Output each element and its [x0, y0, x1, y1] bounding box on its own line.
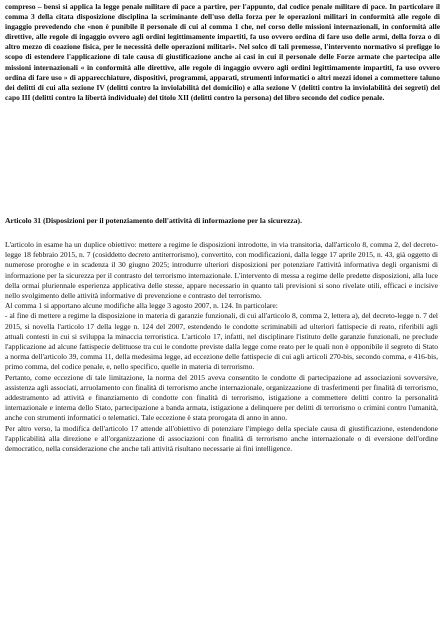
article-heading: Articolo 31 (Disposizioni per il potenziamento dell'attività di informazione per la sicurezza). [5, 216, 302, 225]
paragraph-per-altro-verso: Per altro verso, la modifica dell'articolo 17 attende all'obiettivo di potenziare l'impiego della speciale causa di giustificazione, estendendone l'applicabilità alla direzione e all'organizzazione di associazioni con finalità di terrorismo anche internazionale o di eversione dell'ordine democratico, nella considerazione che anche tali attività risultano necessarie ai fini intelligence. [5, 423, 438, 454]
paragraph-garanzie-funzionali: - al fine di mettere a regime la disposizione in materia di garanzie funzionali, di cui all'articolo 8, comma 2, lettera a), del decreto-legge n. 7 del 2015, si novella l'articolo 17 della legge n. 124 del 2007, estendendo le condotte scriminabili ad ulteriori fattispecie di reato, riferibili agli attuali contesti in cui si sviluppa la minaccia terroristica. L'articolo 17, infatti, nel disciplinare l'istituto delle garanzie funzionali, ne preclude l'applicazione ad alcune fattispecie delittuose tra cui le condotte previste dalla legge come reato per le quali non è opponibile il segreto di Stato a norma dell'articolo 39, comma 11, della medesima legge, ad eccezione delle fattispecie di cui agli articoli 270-bis, secondo comma, e 416-bis, primo comma, del codice penale, e, nello specifico, quelle in materia di terrorismo. [5, 311, 438, 372]
paragraph-comma-1: Al comma 1 si apportano alcune modifiche alla legge 3 agosto 2007, n. 124. In particolare: [5, 301, 278, 311]
article-body [5, 240, 438, 454]
paragraph-objectives: L'articolo in esame ha un duplice obiettivo: mettere a regime le disposizioni introdotte, in via transitoria, dall'articolo 8, comma 2, del decreto-legge 18 febbraio 2015, n. 7 (cosiddetto decreto antiterrorismo), convertito, con modificazioni, dalla legge 17 aprile 2015, n. 43, già oggetto di numerose proroghe e in scadenza il 30 giugno 2025; introdurre ulteriori disposizioni per potenziare l'attività informativa degli organismi di informazione per la sicurezza per il contrasto del terrorismo internazionale. L'intervento di messa a regime delle predette disposizioni, alla luce della ormai pluriennale esperienza applicativa delle stesse, appare necessario in quanto tali previsioni si sono rivelate utili, efficaci e incisive nello svolgimento delle attività informative di prevenzione e contrasto del terrorismo. [5, 240, 438, 301]
intro-paragraph: compreso – bensì si applica la legge penale militare di pace a partire, per l'appunto, dal codice penale militare di pace. In particolare il comma 3 della citata disposizione disciplina la scriminante dell'uso della forza per le operazioni militari in conformità alle regole di ingaggio prevedendo che «non è punibile il personale di cui al comma 1 che, nel corso delle missioni internazionali, in conformità alle direttive, alle regole di ingaggio ovvero agli ordini legittimamente impartiti, fa uso ovvero ordina di fare uso delle armi, della forza o di altro mezzo di coazione fisica, per le necessità delle operazioni militari». Nel solco di tali premesse, l'intervento normativo si prefigge lo scopo di estendere l'applicazione di tale causa di giustificazione anche ai casi in cui il personale delle Forze armate che partecipa alle missioni internazionali « in conformità alle direttive, alle regole di ingaggio ovvero agli ordini legittimamente impartiti, fa uso ovvero ordina di fare uso » di apparecchiature, dispositivi, programmi, apparati, strumenti informatici o altri mezzi idonei a commettere taluno dei delitti di cui alla sezione IV (delitti contro la inviolabilità del domicilio) e alla sezione V (delitti contro la inviolabilità dei segreti) del capo III (delitti contro la libertà individuale) del titolo XII (delitti contro la persona) del libro secondo del codice penale. [5, 2, 440, 102]
paragraph-pertanto: Pertanto, come eccezione di tale limitazione, la norma del 2015 aveva consentito le condotte di partecipazione ad associazioni sovversive, assistenza agli associati, arruolamento con finalità di terrorismo anche internazionale, organizzazione di trasferimenti per finalità di terrorismo, addestramento ad attività e finanziamento di condotte con finalità di terrorismo, istigazione a commettere delitti contro la personalità internazionale e interna dello Stato, partecipazione a banda armata, istigazione a delinquere per delitti di terrorismo o crimini contro l'umanità, anche con strumenti informatici o telematici. Tale eccezione è stata prorogata di anno in anno. [5, 372, 438, 423]
